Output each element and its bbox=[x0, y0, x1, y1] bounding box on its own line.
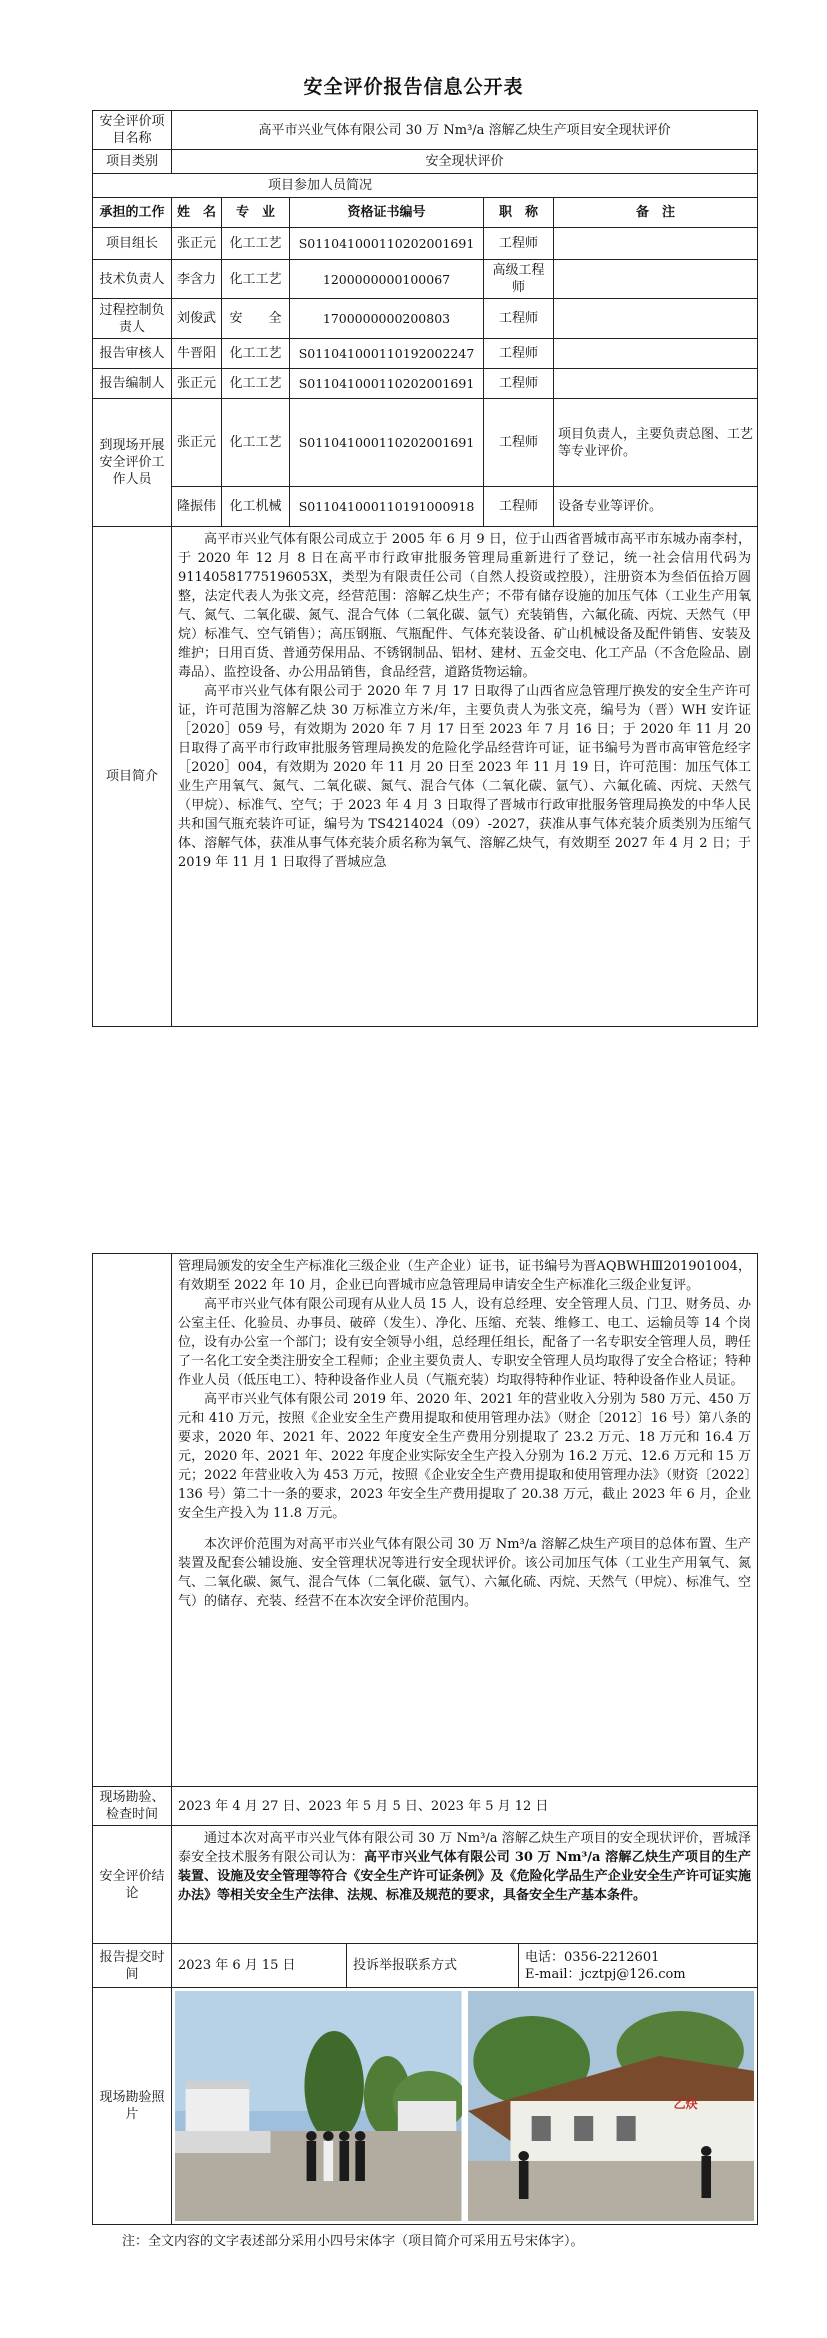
contact-info bbox=[519, 1944, 758, 1988]
staff-role: 报告审核人 bbox=[93, 339, 172, 369]
site-staff-role: 到现场开展安全评价工作人员 bbox=[93, 399, 172, 527]
table-row bbox=[93, 299, 758, 339]
intro-label: 项目简介 bbox=[93, 527, 172, 1027]
project-name: 高平市兴业气体有限公司 30 万 Nm³/a 溶解乙炔生产项目安全现状评价 bbox=[172, 111, 758, 150]
table-row bbox=[93, 399, 758, 487]
staff-name: 刘俊武 bbox=[172, 299, 222, 339]
staff-section-header: 项目参加人员简况 bbox=[93, 174, 758, 198]
conclusion-bold: 高平市兴业气体有限公司 30 万 Nm³/a 溶解乙炔生产项目的生产装置、设施及安全管理等符合《安全生产许可证条例》及《危险化学品生产企业安全生产许可证实施办法》等相关安全生产法律、法规、标准及规范的要求，具备安全生产基本条件。 bbox=[178, 1850, 752, 1903]
table-row bbox=[93, 260, 758, 299]
staff-note bbox=[554, 299, 758, 339]
staff-major: 化工工艺 bbox=[222, 260, 290, 299]
staff-name: 李含力 bbox=[172, 260, 222, 299]
staff-name: 张正元 bbox=[172, 228, 222, 260]
staff-title: 工程师 bbox=[484, 299, 554, 339]
table-row bbox=[93, 487, 758, 527]
staff-major: 化工工艺 bbox=[222, 339, 290, 369]
staff-title: 工程师 bbox=[484, 369, 554, 399]
staff-cert: S011041000110202001691 bbox=[290, 369, 484, 399]
category-value: 安全现状评价 bbox=[172, 150, 758, 174]
table-row bbox=[93, 339, 758, 369]
intro-continued-text bbox=[172, 1254, 758, 1787]
staff-cert: S011041000110192002247 bbox=[290, 339, 484, 369]
staff-role: 项目组长 bbox=[93, 228, 172, 260]
intro-paragraph: 高平市兴业气体有限公司成立于 2005 年 6 月 9 日，位于山西省晋城市高平市东城办南李村，于 2020 年 12 月 8 日在高平市行政审批服务管理局重新进行了登记，统一社会信用代码为 91140581775196053X，类型为有限责任公司（自然人投资或控股），注册资本为叁佰伍拾万圆整，法定代表人为张文亮，经营范围：溶解乙炔生产；不带有储存设施的加压气体（工业生产用氧气、氮气、二氧化碳、氮气、混合气体（二氧化碳、氩气）充装销售，六氟化硫、丙烷、天然气（甲烷）标准气、空气销售）；高压钢瓶、气瓶配件、气体充装设备、矿山机械设备及配件销售、安装及维护；日用百货、普通劳保用品、不锈钢制品、铝材、建材、五金交电、化工产品（不含危险品、剧毒品）、监控设备、办公用品销售，食品经营，道路货物运输。 bbox=[178, 532, 752, 680]
survey-time-label: 现场勘验、检查时间 bbox=[93, 1787, 172, 1826]
staff-major: 安 全 bbox=[222, 299, 290, 339]
category-label: 项目类别 bbox=[93, 150, 172, 174]
staff-role: 报告编制人 bbox=[93, 369, 172, 399]
photo-label: 现场勘验照片 bbox=[93, 1988, 172, 2225]
document-title: 安全评价报告信息公开表 bbox=[303, 76, 524, 98]
col-header-role: 承担的工作 bbox=[93, 198, 172, 228]
intro-paragraph: 高平市兴业气体有限公司现有从业人员 15 人，设有总经理、安全管理人员、门卫、财务员、办公室主任、化验员、办事员、破碎（发生）、净化、压缩、充装、维修工、电工、运输员等 14 个岗位，设有办公室一个部门；设有安全领导小组，总经理任组长，配备了一名专职安全管理人员，聘任了一名化工安全类注册安全工程师；企业主要负责人、专职安全管理人员均取得了安全合格证；特种作业人员（低压电工）、特种设备作业人员（气瓶充装）均取得特种作业证、特种设备作业人员证。 bbox=[178, 1297, 752, 1388]
info-table-page1 bbox=[92, 110, 758, 1027]
staff-note bbox=[554, 260, 758, 299]
staff-title: 工程师 bbox=[484, 228, 554, 260]
table-row bbox=[93, 228, 758, 260]
project-name-label: 安全评价项目名称 bbox=[93, 111, 172, 150]
staff-name: 张正元 bbox=[172, 369, 222, 399]
complaint-label: 投诉举报联系方式 bbox=[347, 1944, 519, 1988]
col-header-note: 备 注 bbox=[554, 198, 758, 228]
intro-paragraph: 高平市兴业气体有限公司于 2020 年 7 月 17 日取得了山西省应急管理厅换发的安全生产许可证，许可范围为溶解乙炔 30 万标准立方米/年，主要负责人为张文亮，编号为（晋）WH 安许证［2020］059 号，有效期为 2020 年 7 月 17 日至 2023 年 7 月 16 日；于 2020 年 11 月 20 日取得了高平市行政审批服务管理局换发的危险化学品经营许可证，证书编号为晋市高审管危经字［2020］004，有效期为 2020 年 11 月 20 日至 2023 年 11 月 19 日，许可范围：加压气体工业生产用氧气、氮气、二氧化碳、氮气、混合气体（二氧化碳、氩气）、六氟化硫、丙烷、天然气（甲烷）、标准气、空气；于 2023 年 4 月 3 日取得了晋城市行政审批服务管理局换发的中华人民共和国气瓶充装许可证，编号为 TS4214024（09）-2027，获准从事气体充装介质类别为压缩气体、溶解气体，获准从事气体充装介质名称为氧气、溶解乙炔气，有效期至 2027 年 4 月 2 日；于 2019 年 11 月 1 日取得了晋城应急 bbox=[178, 684, 752, 870]
intro-paragraph: 本次评价范围为对高平市兴业气体有限公司 30 万 Nm³/a 溶解乙炔生产项目的总体布置、生产装置及配套公辅设施、安全管理状况等进行安全现状评价。该公司加压气体（工业生产用氧气、氮气、二氧化碳、氮气、混合气体（二氧化碳、氩气）、六氟化硫、丙烷、天然气（甲烷）、标准气、空气）的储存、充装、经营不在本次安全评价范围内。 bbox=[178, 1537, 752, 1609]
staff-title: 工程师 bbox=[484, 339, 554, 369]
footnote: 注：全文内容的文字表述部分采用小四号宋体字（项目简介可采用五号宋体字）。 bbox=[122, 2234, 584, 2249]
intro-continued-label-cell bbox=[93, 1254, 172, 1787]
col-header-major: 专 业 bbox=[222, 198, 290, 228]
submit-time-label: 报告提交时间 bbox=[93, 1944, 172, 1988]
col-header-cert: 资格证书编号 bbox=[290, 198, 484, 228]
col-header-name: 姓 名 bbox=[172, 198, 222, 228]
staff-title: 高级工程师 bbox=[484, 260, 554, 299]
conclusion-text bbox=[172, 1826, 758, 1944]
staff-note bbox=[554, 339, 758, 369]
staff-name: 隆振伟 bbox=[172, 487, 222, 527]
staff-major: 化工工艺 bbox=[222, 369, 290, 399]
submit-date: 2023 年 6 月 15 日 bbox=[172, 1944, 347, 1988]
staff-major: 化工机械 bbox=[222, 487, 290, 527]
staff-note: 设备专业等评价。 bbox=[554, 487, 758, 527]
conclusion-paragraph bbox=[178, 1829, 751, 1905]
staff-note bbox=[554, 369, 758, 399]
site-photo-1 bbox=[175, 1991, 462, 2221]
staff-name: 牛晋阳 bbox=[172, 339, 222, 369]
staff-note: 项目负责人，主要负责总图、工艺等专业评价。 bbox=[554, 399, 758, 487]
contact-email: E-mail：jcztpj@126.com bbox=[525, 1966, 686, 1982]
table-row bbox=[93, 369, 758, 399]
photo-cell bbox=[172, 1988, 758, 2225]
contact-phone: 电话：0356-2212601 bbox=[525, 1949, 660, 1965]
staff-role: 技术负责人 bbox=[93, 260, 172, 299]
staff-title: 工程师 bbox=[484, 487, 554, 527]
staff-cert: S011041000110202001691 bbox=[290, 228, 484, 260]
intro-text bbox=[172, 527, 758, 1027]
staff-role: 过程控制负责人 bbox=[93, 299, 172, 339]
survey-dates: 2023 年 4 月 27 日、2023 年 5 月 5 日、2023 年 5 月 12 日 bbox=[172, 1787, 758, 1826]
staff-cert: S011041000110191000918 bbox=[290, 487, 484, 527]
staff-note bbox=[554, 228, 758, 260]
conclusion-label: 安全评价结论 bbox=[93, 1826, 172, 1944]
intro-paragraph: 高平市兴业气体有限公司 2019 年、2020 年、2021 年的营业收入分别为 580 万元、450 万元和 410 万元，按照《企业安全生产费用提取和使用管理办法》（财企〔2012〕16 号）第八条的要求，2020 年、2021 年、2022 年度安全生产费用分别提取了 23.2 万元、18 万元和 16.4 万元，2020 年、2021 年、2022 年度企业实际安全生产投入分别为 16.2 万元、12.6 万元和 15 万元；2022 年营业收入为 453 万元，按照《企业安全生产费用提取和使用管理办法》（财资〔2022〕136 号）第二十一条的要求，2023 年安全生产费用提取了 20.38 万元，截止 2023 年 6 月，企业安全生产投入为 11.8 万元。 bbox=[178, 1392, 752, 1521]
staff-name: 张正元 bbox=[172, 399, 222, 487]
staff-cert: S011041000110202001691 bbox=[290, 399, 484, 487]
staff-title: 工程师 bbox=[484, 399, 554, 487]
staff-cert: 1200000000100067 bbox=[290, 260, 484, 299]
info-table-page2 bbox=[92, 1253, 758, 2225]
conclusion-normal: 通过本次对高平市兴业气体有限公司 30 万 Nm³/a 溶解乙炔生产项目的安全现状评价，晋城泽泰安全技术服务有限公司认为： bbox=[178, 1831, 752, 1865]
staff-major: 化工工艺 bbox=[222, 228, 290, 260]
col-header-title: 职 称 bbox=[484, 198, 554, 228]
staff-cert: 1700000000200803 bbox=[290, 299, 484, 339]
site-photo-2 bbox=[468, 1991, 755, 2221]
photo-sign-text: 乙炔 bbox=[673, 2097, 698, 2111]
staff-major: 化工工艺 bbox=[222, 399, 290, 487]
intro-paragraph: 管理局颁发的安全生产标准化三级企业（生产企业）证书，证书编号为晋AQBWHⅢ201901004，有效期至 2022 年 10 月，企业已向晋城市应急管理局申请安全生产标准化三级企业复评。 bbox=[178, 1259, 752, 1293]
